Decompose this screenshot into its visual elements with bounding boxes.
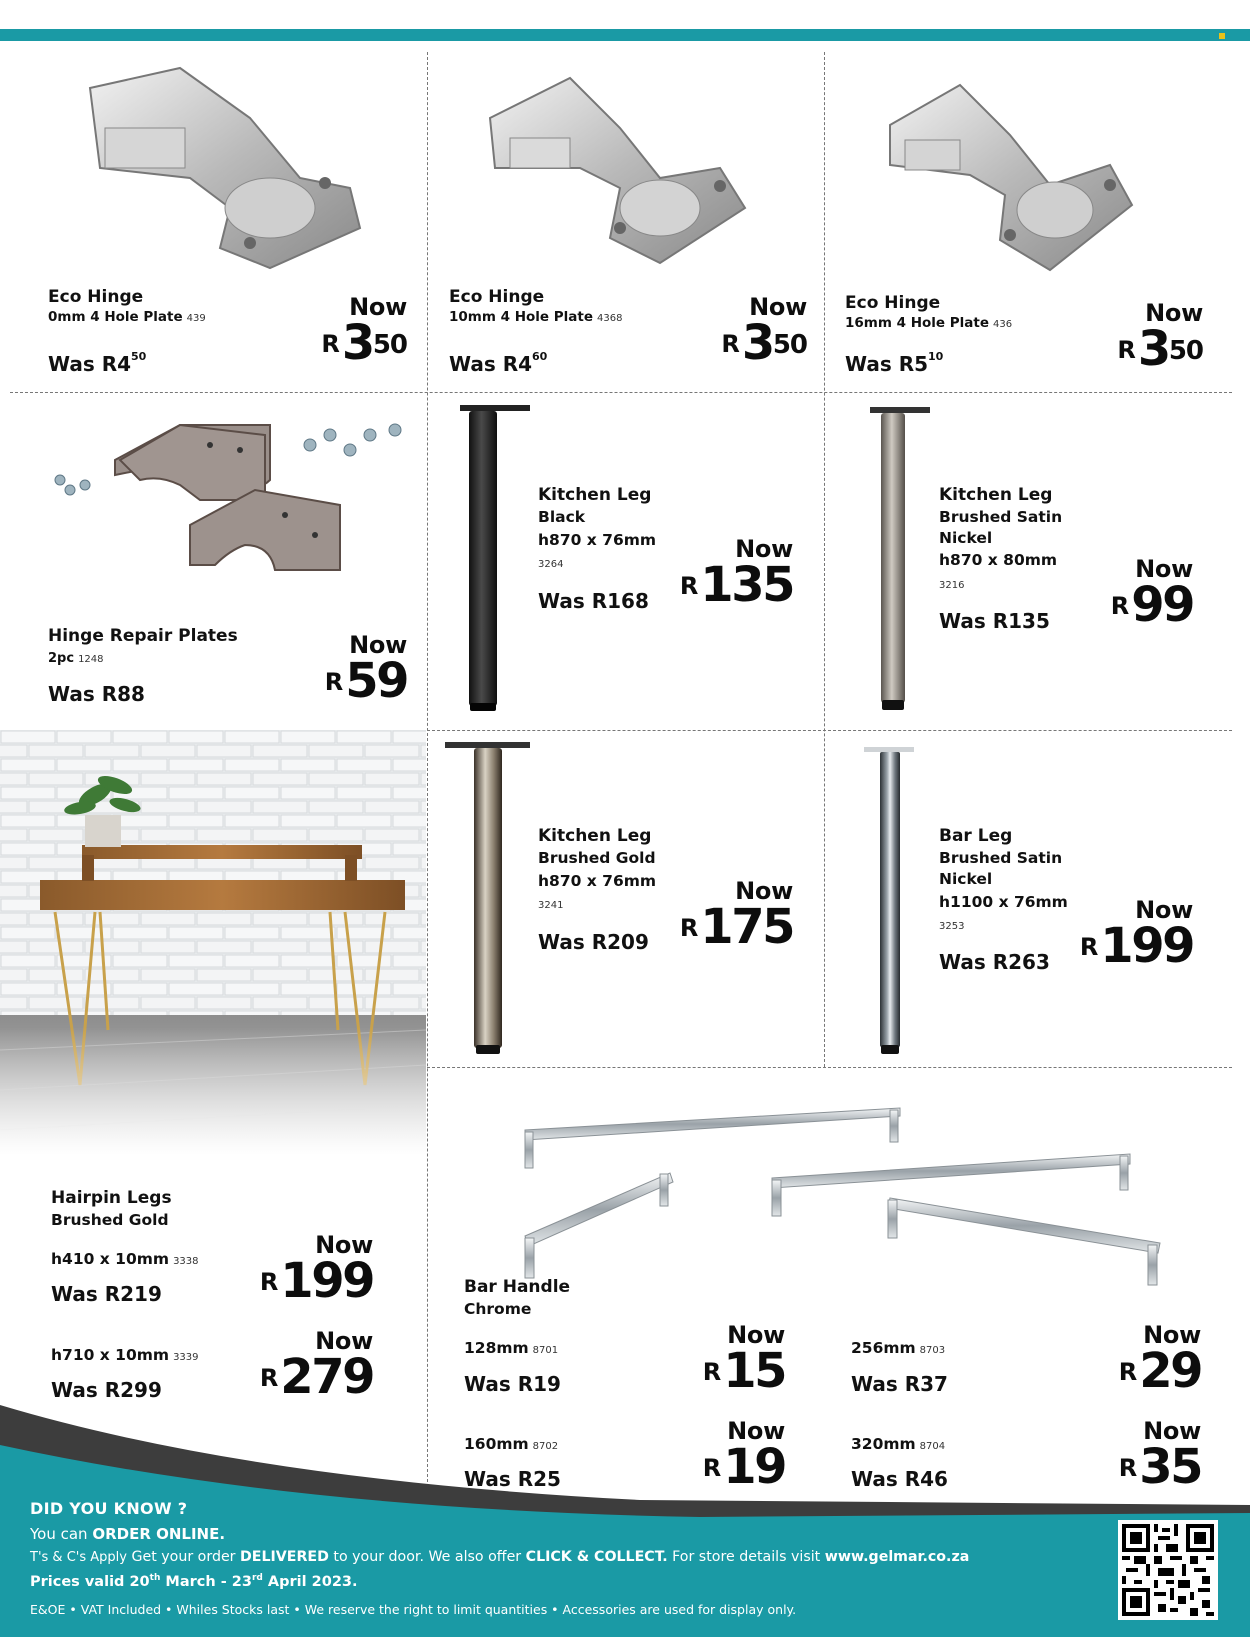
product-name-kitchen-leg-gold: Kitchen Leg bbox=[538, 826, 652, 846]
product-color-2-bar-leg: Nickel bbox=[939, 870, 993, 888]
variant-size-hairpin-710: h710 x 10mm 3339 bbox=[51, 1346, 199, 1364]
product-color-hairpin-legs: Brushed Gold bbox=[51, 1211, 169, 1229]
product-name-hairpin-legs: Hairpin Legs bbox=[51, 1188, 172, 1208]
product-code-kitchen-leg-nickel: 3216 bbox=[939, 580, 965, 591]
product-name-hinge-repair-plates: Hinge Repair Plates bbox=[48, 626, 238, 646]
product-code-kitchen-leg-black: 3264 bbox=[538, 559, 564, 570]
variant-size-hairpin-410: h410 x 10mm 3338 bbox=[51, 1250, 199, 1268]
product-name-bar-handle: Bar Handle bbox=[464, 1277, 571, 1297]
product-code-kitchen-leg-gold: 3241 bbox=[538, 900, 564, 911]
qr-code-icon[interactable] bbox=[1118, 1520, 1218, 1620]
hinge-image-16mm bbox=[870, 75, 1140, 275]
now-price-bar-handle-256: Now $^R$29 bbox=[1118, 1321, 1201, 1399]
now-price-hinge-repair-plates: Now $^R$59 bbox=[324, 631, 407, 709]
was-price-bar-handle-320: Was R46 bbox=[851, 1467, 948, 1491]
was-price-hairpin-410: Was R219 bbox=[51, 1282, 162, 1306]
was-price-kitchen-leg-nickel: Was R135 bbox=[939, 609, 1050, 633]
now-price-bar-handle-320: Now $^R$35 bbox=[1118, 1417, 1201, 1495]
product-code: 439 bbox=[186, 313, 206, 324]
hinge-image-10mm bbox=[470, 68, 760, 268]
product-name-kitchen-leg-nickel: Kitchen Leg bbox=[939, 485, 1053, 505]
hinge-image-0mm bbox=[70, 58, 370, 278]
variant-size-bar-handle-128: 128mm 8701 bbox=[464, 1339, 559, 1357]
product-name-eco-hinge-10mm: Eco Hinge bbox=[449, 287, 545, 307]
was-price-eco-hinge-10mm: Was $R4^{60}$ bbox=[449, 350, 548, 376]
variant-size-bar-handle-256: 256mm 8703 bbox=[851, 1339, 946, 1357]
divider-row-3 bbox=[427, 1067, 1232, 1068]
bar-handles-image bbox=[515, 1098, 1165, 1298]
was-price-bar-handle-256: Was R37 bbox=[851, 1372, 948, 1396]
was-price-eco-hinge-0mm: Was $R4^{50}$ bbox=[48, 350, 147, 376]
was-price-bar-handle-160: Was R25 bbox=[464, 1467, 561, 1491]
kitchen-leg-nickel-image bbox=[865, 407, 945, 717]
now-price-eco-hinge-10mm: Now $^R3^{50}$ bbox=[721, 293, 807, 371]
was-price-bar-leg: Was R263 bbox=[939, 950, 1050, 974]
footer-prices-valid: Prices valid 20th March - 23rd April 2023. bbox=[30, 1573, 358, 1590]
now-price-kitchen-leg-black: Now $^R$135 bbox=[679, 535, 793, 613]
divider-vertical-2 bbox=[824, 52, 825, 1067]
kitchen-leg-black-image bbox=[455, 405, 535, 715]
product-size-kitchen-leg-nickel: h870 x 80mm bbox=[939, 551, 1058, 569]
footer-order-online: You can ORDER ONLINE. bbox=[30, 1525, 226, 1543]
divider-row-2 bbox=[427, 730, 1232, 731]
bar-leg-image bbox=[860, 747, 920, 1057]
product-code: 4368 bbox=[597, 313, 623, 324]
was-price-hinge-repair-plates: Was R88 bbox=[48, 682, 145, 706]
product-name-kitchen-leg-black: Kitchen Leg bbox=[538, 485, 652, 505]
was-price-kitchen-leg-black: Was R168 bbox=[538, 589, 649, 613]
now-price-bar-handle-160: Now $^R$19 bbox=[702, 1417, 785, 1495]
website-link[interactable]: www.gelmar.co.za bbox=[824, 1549, 970, 1565]
was-price-bar-handle-128: Was R19 bbox=[464, 1372, 561, 1396]
product-size-kitchen-leg-black: h870 x 76mm bbox=[538, 531, 657, 549]
footer-delivery-line: T's & C's Apply Get your order DELIVERED to your door. We also offer CLICK & COLLECT. For store details visit www.gelmar.co.za bbox=[30, 1549, 970, 1565]
now-price-kitchen-leg-gold: Now $^R$175 bbox=[679, 877, 793, 955]
product-size-kitchen-leg-gold: h870 x 76mm bbox=[538, 872, 657, 890]
product-color-kitchen-leg-black: Black bbox=[538, 508, 586, 526]
variant-size-bar-handle-160: 160mm 8702 bbox=[464, 1435, 559, 1453]
repair-plates-image bbox=[40, 405, 410, 595]
divider-row-1 bbox=[10, 392, 1232, 393]
now-price-bar-handle-128: Now $^R$15 bbox=[702, 1321, 785, 1399]
product-spec-hinge-repair-plates: 2pc 1248 bbox=[48, 651, 104, 666]
product-spec-eco-hinge-0mm: 0mm 4 Hole Plate 439 bbox=[48, 309, 206, 325]
product-color-2-kitchen-leg-nickel: Nickel bbox=[939, 529, 993, 547]
top-accent-bar bbox=[0, 29, 1250, 41]
was-price-kitchen-leg-gold: Was R209 bbox=[538, 930, 649, 954]
now-price-eco-hinge-0mm: Now $^R3^{50}$ bbox=[321, 293, 407, 371]
brand-dot bbox=[1219, 33, 1225, 39]
product-size-bar-leg: h1100 x 76mm bbox=[939, 893, 1068, 911]
product-color-bar-leg: Brushed Satin bbox=[939, 849, 1063, 867]
footer-heading: DID YOU KNOW ? bbox=[30, 1499, 188, 1518]
divider-vertical-1 bbox=[427, 52, 428, 1492]
product-code: 436 bbox=[993, 319, 1013, 330]
now-price-kitchen-leg-nickel: Now $^R$99 bbox=[1110, 555, 1193, 633]
product-color-bar-handle: Chrome bbox=[464, 1300, 532, 1318]
hairpin-desk-photo bbox=[0, 730, 426, 1155]
now-price-eco-hinge-16mm: Now $^R3^{50}$ bbox=[1117, 299, 1203, 377]
now-price-hairpin-710: Now $^R$279 bbox=[259, 1327, 373, 1405]
product-name-eco-hinge-0mm: Eco Hinge bbox=[48, 287, 144, 307]
product-name-bar-leg: Bar Leg bbox=[939, 826, 1013, 846]
was-price-eco-hinge-16mm: Was $R5^{10}$ bbox=[845, 350, 944, 376]
product-spec-eco-hinge-16mm: 16mm 4 Hole Plate 436 bbox=[845, 315, 1013, 331]
product-color-kitchen-leg-gold: Brushed Gold bbox=[538, 849, 656, 867]
product-name-eco-hinge-16mm: Eco Hinge bbox=[845, 293, 941, 313]
product-color-kitchen-leg-nickel: Brushed Satin bbox=[939, 508, 1063, 526]
now-price-bar-leg: Now $^R$199 bbox=[1079, 896, 1193, 974]
was-price-hairpin-710: Was R299 bbox=[51, 1378, 162, 1402]
footer-disclaimer: E&OE • VAT Included • Whiles Stocks last • We reserve the right to limit quantities • Accessories are used for display only. bbox=[30, 1602, 797, 1617]
product-code-bar-leg: 3253 bbox=[939, 921, 965, 932]
kitchen-leg-gold-image bbox=[440, 742, 540, 1062]
now-price-hairpin-410: Now $^R$199 bbox=[259, 1231, 373, 1309]
variant-size-bar-handle-320: 320mm 8704 bbox=[851, 1435, 946, 1453]
product-spec-eco-hinge-10mm: 10mm 4 Hole Plate 4368 bbox=[449, 309, 623, 325]
